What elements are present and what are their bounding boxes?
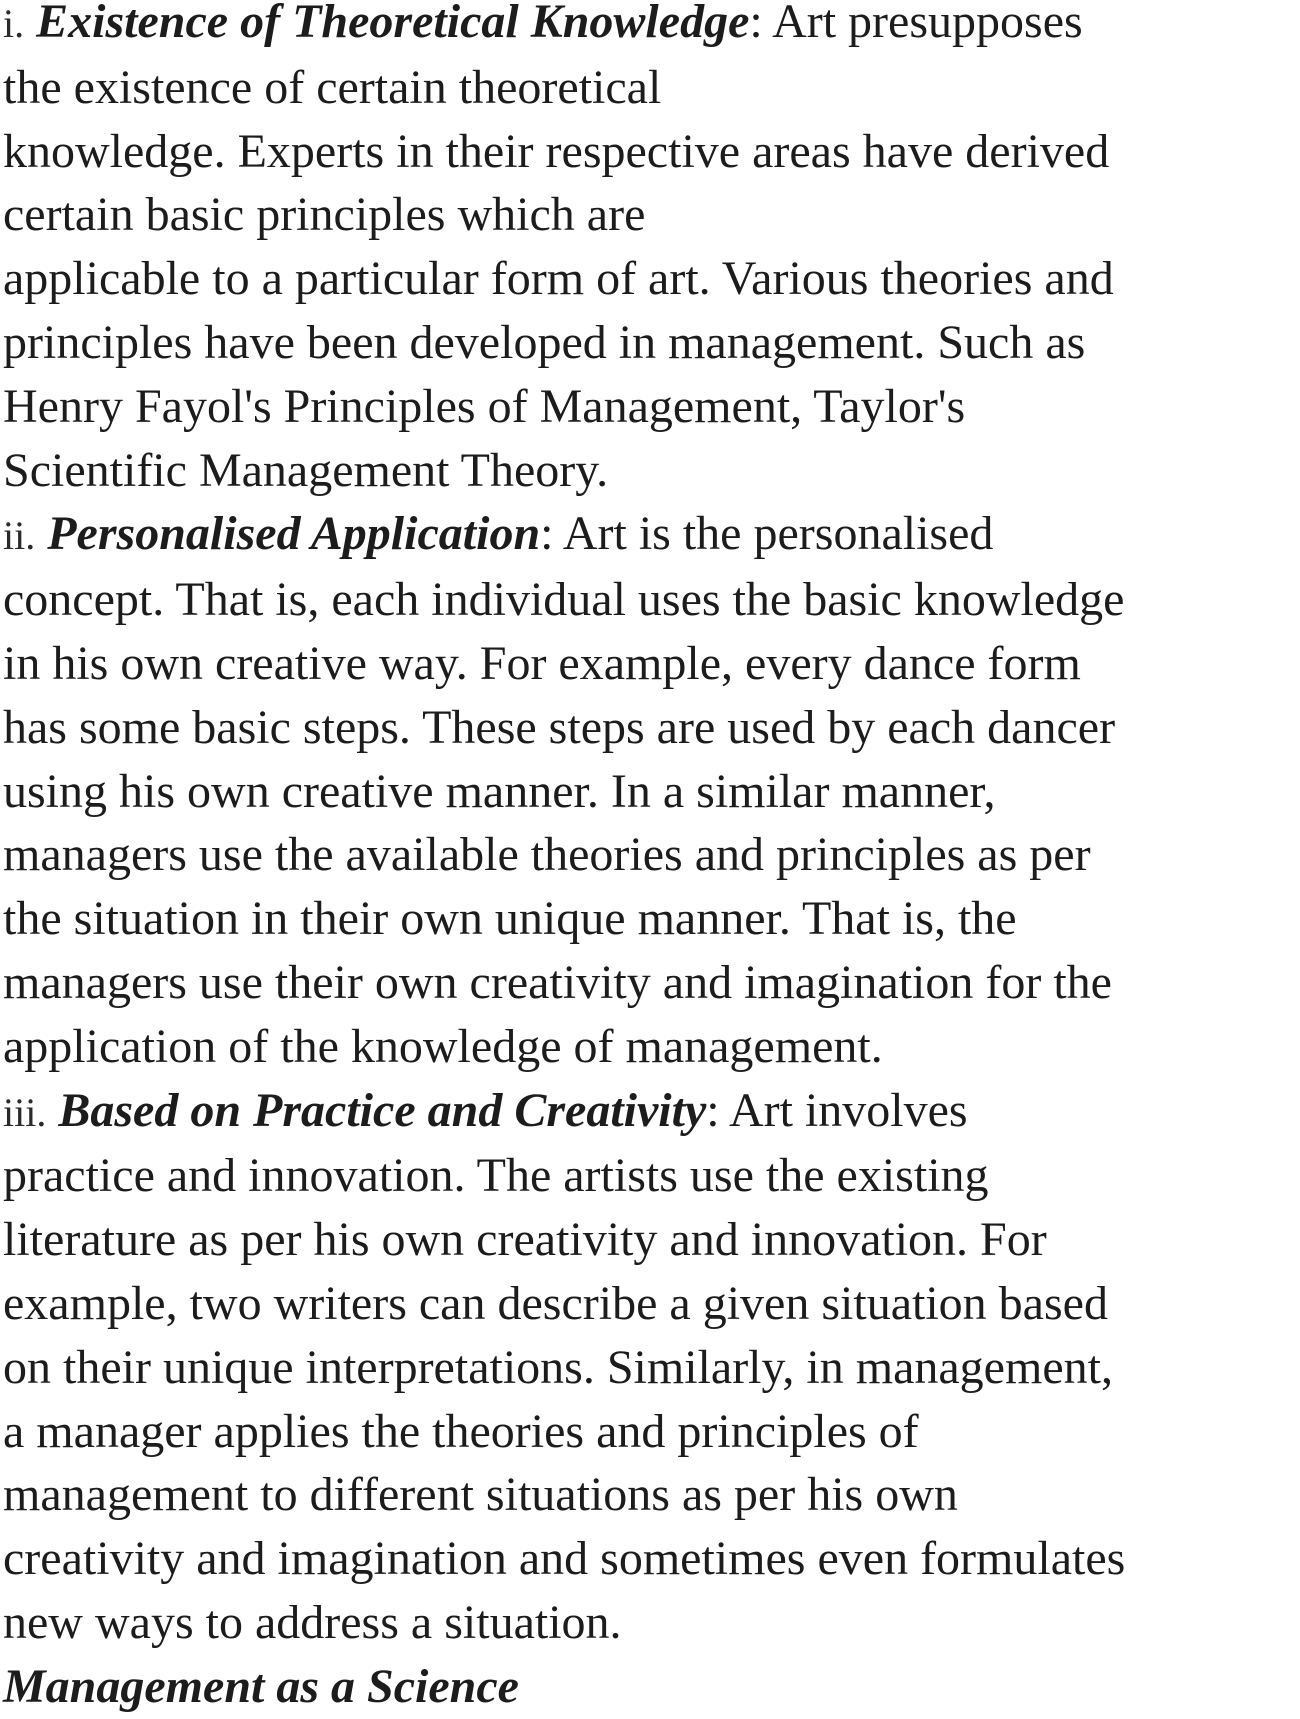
body-line: knowledge. Experts in their respective areas have derived bbox=[3, 124, 1110, 178]
section-first-line bbox=[3, 502, 1298, 568]
body-line: concept. That is, each individual uses the basic knowledge bbox=[3, 573, 1125, 627]
body-line: the existence of certain theoretical bbox=[3, 60, 662, 114]
section-first-line-rest: : Art presupposes bbox=[749, 0, 1083, 48]
body-line: managers use the available theories and principles as per bbox=[3, 828, 1091, 882]
body-line: management to different situations as per his own bbox=[3, 1468, 958, 1522]
section-first-line-rest: : Art involves bbox=[706, 1083, 968, 1137]
body-line: Henry Fayol's Principles of Management, Taylor's bbox=[3, 379, 966, 433]
section-heading: Management as a Science bbox=[3, 1659, 519, 1713]
body-line: new ways to address a situation. bbox=[3, 1595, 622, 1649]
section-numeral: ii. bbox=[3, 513, 36, 559]
body-line: principles have been developed in management. Such as bbox=[3, 315, 1086, 369]
section-term: Based on Practice and Creativity bbox=[58, 1083, 707, 1137]
section-first-line-rest: : Art is the personalised bbox=[540, 507, 994, 561]
section-term: Existence of Theoretical Knowledge bbox=[36, 0, 750, 48]
body-line: application of the knowledge of management. bbox=[3, 1019, 883, 1073]
body-line: example, two writers can describe a given situation based bbox=[3, 1276, 1108, 1330]
body-line: managers use their own creativity and imagination for the bbox=[3, 955, 1112, 1009]
body-line: certain basic principles which are bbox=[3, 188, 646, 242]
body-line: has some basic steps. These steps are used by each dancer bbox=[3, 700, 1116, 754]
section-term: Personalised Application bbox=[47, 507, 541, 561]
document-page bbox=[3, 0, 1298, 1719]
body-line: in his own creative way. For example, every dance form bbox=[3, 636, 1081, 690]
body-line: Scientific Management Theory. bbox=[3, 443, 609, 497]
body-line: literature as per his own creativity and innovation. For bbox=[3, 1213, 1047, 1267]
body-line: practice and innovation. The artists use the existing bbox=[3, 1149, 989, 1203]
body-line: applicable to a particular form of art. Various theories and bbox=[3, 252, 1114, 306]
section-personalised-application bbox=[3, 502, 1298, 1078]
body-line: creativity and imagination and sometimes even formulates bbox=[3, 1532, 1126, 1586]
section-first-line bbox=[3, 0, 1298, 56]
section-theoretical-knowledge bbox=[3, 0, 1298, 502]
body-line: using his own creative manner. In a similar manner, bbox=[3, 764, 996, 818]
section-practice-creativity bbox=[3, 1079, 1298, 1655]
section-first-line bbox=[3, 1079, 1298, 1145]
body-line: on their unique interpretations. Similarly, in management, bbox=[3, 1340, 1113, 1394]
body-line: a manager applies the theories and principles of bbox=[3, 1404, 919, 1458]
section-numeral: i. bbox=[3, 1, 25, 46]
section-numeral: iii. bbox=[3, 1089, 47, 1135]
body-line: the situation in their own unique manner. That is, the bbox=[3, 892, 1017, 946]
